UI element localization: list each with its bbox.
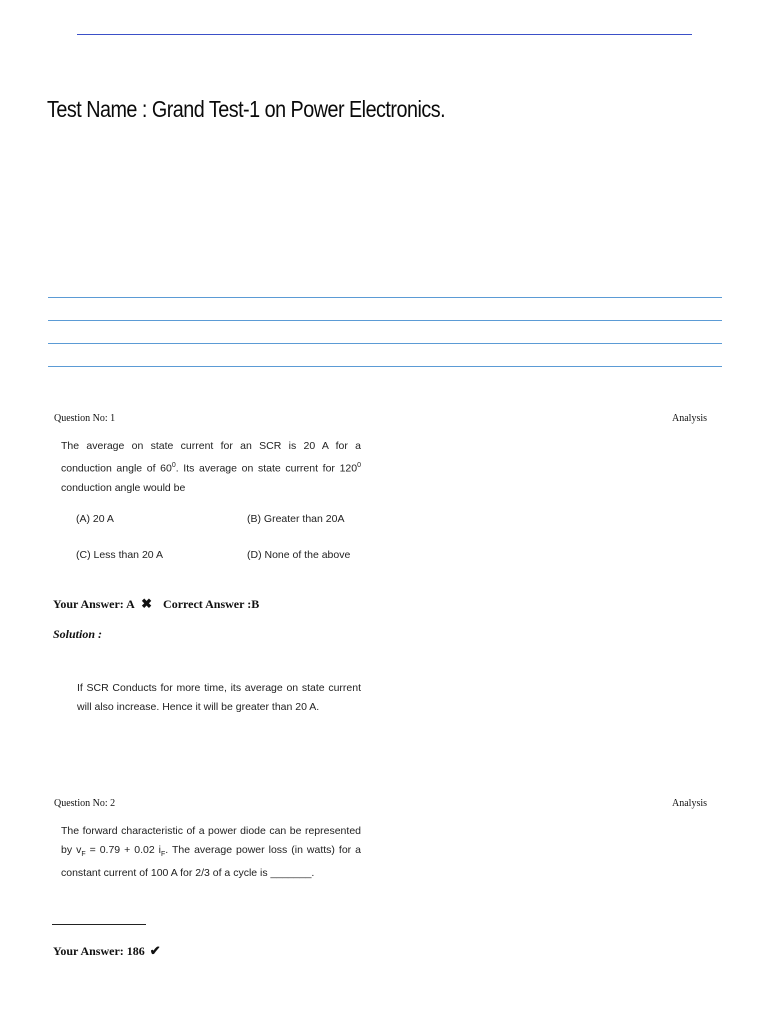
answer-blank-line [52,924,146,925]
question-text: The forward characteristic of a power diode can be represented by $v_F = 0.79 + 0.02$ $i_F$. The average power loss (in watts) for a constant current of 100 A for 2/3 of a cycle is _______. [61,825,361,880]
analysis-link[interactable]: Analysis [672,413,707,424]
cross-icon: ✖ [141,596,153,611]
solution-text: If SCR Conducts for more time, its average on state current will also increase. Hence it will be greater than 20 A. [77,682,361,713]
your-answer: Your Answer: A [53,597,135,611]
section-divider [48,297,722,298]
section-divider [48,343,722,344]
correct-answer: Correct Answer :B [163,597,260,611]
question-text: The average on state current for an SCR is 20 A for a conduction angle of $60^0$. Its average on state current for $120^0$ conduction angle would be [61,440,361,494]
section-divider [48,366,722,367]
page-title: Test Name : Grand Test-1 on Power Electronics. [47,96,446,122]
option-b: (B) Greater than 20A [247,513,345,525]
top-divider [77,34,692,35]
option-d: (D) None of the above [247,549,351,561]
analysis-link[interactable]: Analysis [672,798,707,809]
option-a: (A) 20 A [76,513,114,525]
section-divider [48,320,722,321]
question-number: Question No: 2 [54,798,116,809]
answer-row [53,596,259,612]
answer-row [53,943,169,959]
option-c: (C) Less than 20 A [76,549,163,561]
solution-label: Solution : [53,627,103,641]
question-number: Question No: 1 [54,413,116,424]
check-icon: ✔ [149,943,161,958]
your-answer: Your Answer: 186 [53,944,145,958]
